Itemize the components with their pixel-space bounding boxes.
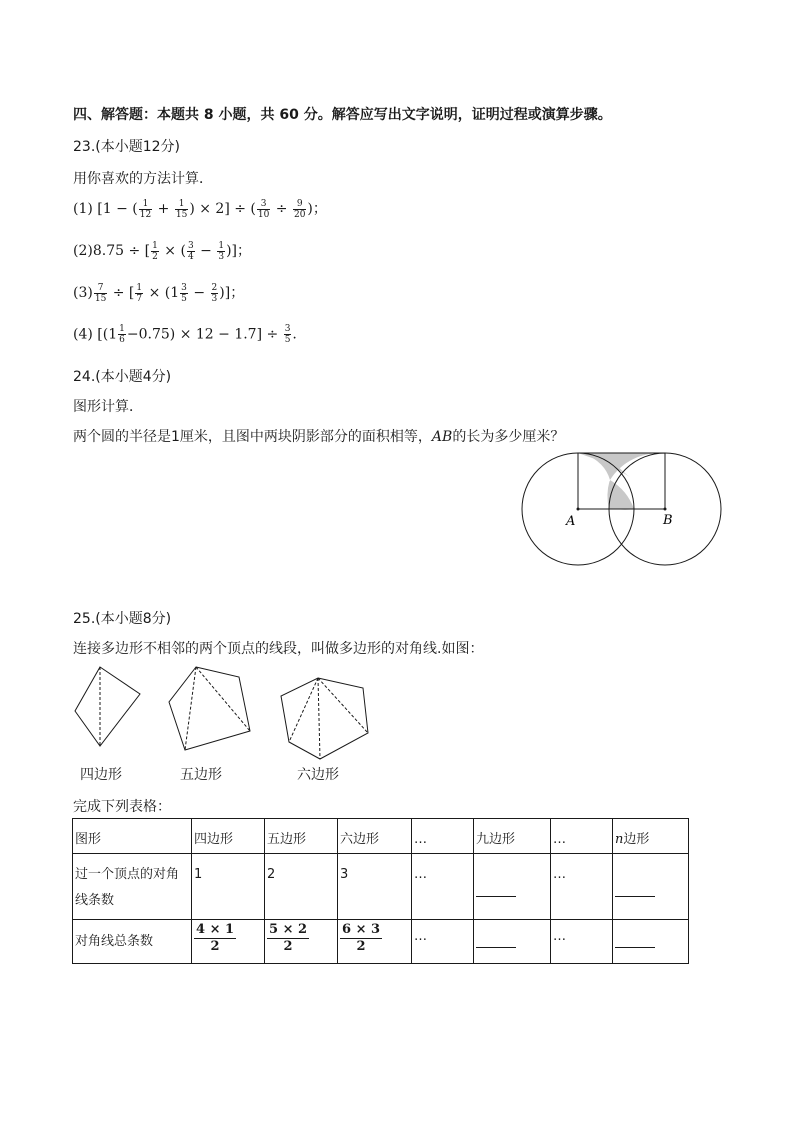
point-b [664, 508, 667, 511]
point-a [577, 508, 580, 511]
q25-number: 25. [73, 611, 96, 627]
p1-plus: + [157, 201, 170, 217]
row1-n-gon-blank[interactable] [613, 854, 689, 920]
q23-number: 23. [73, 139, 96, 155]
row1-ellipsis-1: … [412, 854, 474, 920]
row1-ellipsis-2: … [551, 854, 613, 920]
q25-table-intro: 完成下列表格： [73, 799, 171, 815]
quadrilateral-figure [72, 664, 146, 750]
p1-div: ÷ [275, 201, 288, 217]
p3-f2n: 1 [136, 282, 143, 293]
row2-n-gon-blank[interactable] [613, 920, 689, 964]
p2-f2n: 3 [187, 240, 194, 251]
row2-hexa [338, 920, 412, 964]
p1-f4n: 9 [293, 199, 306, 210]
shaded-lens-body [607, 481, 634, 509]
p1-frac3 [257, 199, 270, 220]
q23-instruction: 用你喜欢的方法计算． [73, 171, 213, 187]
p4-label: (4) [73, 326, 93, 343]
caption-hexagon: 六边形 [297, 767, 339, 783]
p3-f1n: 7 [94, 283, 107, 294]
p3-minus: − [193, 285, 206, 301]
p4-f1d: 6 [119, 335, 125, 345]
row2-label: 对角线总条数 [73, 920, 192, 964]
label-a: A [566, 514, 576, 529]
row2-ellipsis-1: … [412, 920, 474, 964]
table-header-row [73, 819, 689, 854]
q24-segment: AB [431, 429, 453, 445]
p2-a: 8.75 ÷ [ [92, 243, 151, 259]
p3-f1d: 15 [94, 293, 107, 304]
p1-frac4 [293, 199, 306, 220]
row1-label [73, 854, 192, 920]
p4-f1n: 1 [119, 324, 125, 334]
header-cell-quad: 四边形 [192, 819, 265, 854]
nona-per-vertex-blank[interactable] [476, 884, 516, 897]
penta-frac-num: 5 × 2 [269, 922, 308, 937]
p4-f2n: 3 [284, 324, 291, 334]
p3-f2d: 7 [136, 293, 143, 304]
nona-total-blank[interactable] [476, 935, 516, 948]
p4-end: . [292, 326, 297, 343]
n-gon-suffix: 边形 [623, 832, 650, 847]
quad-frac-den: 2 [210, 939, 220, 954]
pentagon-diagonal-1 [196, 667, 250, 731]
p2-frac1 [151, 241, 159, 262]
p4-frac2 [284, 324, 292, 345]
table-row-total [73, 920, 689, 964]
two-circles-figure [520, 450, 725, 570]
row1-nona-blank[interactable] [474, 854, 551, 920]
heading-prefix: 四、解答题：本题共 [73, 107, 199, 123]
p2-frac2 [187, 241, 195, 262]
penta-frac-den: 2 [283, 939, 293, 954]
p4-frac1 [118, 324, 126, 345]
p2-label: (2) [73, 243, 93, 259]
p2-b: × ( [164, 243, 186, 259]
p2-frac3 [217, 241, 225, 262]
header-cell-shape: 图形 [73, 819, 192, 854]
p1-frac2 [175, 199, 188, 220]
q23-problem-3 [73, 282, 244, 304]
diagonal-table [72, 818, 689, 964]
q23-problem-4 [73, 324, 297, 345]
row1-label-text: 过一个顶点的对角线条数 [75, 867, 180, 908]
p3-f3d: 5 [181, 293, 187, 304]
heading-mid1: 小题，共 [218, 107, 275, 123]
q24-problem [73, 426, 564, 446]
row2-penta [265, 920, 338, 964]
hexagon-shape [281, 678, 368, 759]
quadrilateral-shape [75, 667, 140, 746]
header-cell-n-gon [613, 819, 689, 854]
table-row-per-vertex [73, 854, 689, 920]
n-variable: n [615, 832, 624, 847]
row2-ellipsis-2: … [551, 920, 613, 964]
p3-b: × (1 [148, 285, 180, 301]
row1-hexa: 3 [338, 854, 412, 920]
q24-header [73, 366, 171, 386]
p3-f3n: 3 [181, 282, 187, 293]
p3-f4d: 3 [211, 293, 218, 304]
hexa-total-frac [340, 922, 382, 955]
q25-points-note: (本小题8分) [95, 611, 172, 627]
row1-penta: 2 [265, 854, 338, 920]
hexa-frac-den: 2 [356, 939, 366, 954]
p1-frac1 [139, 199, 152, 220]
caption-quadrilateral: 四边形 [80, 767, 122, 783]
p3-frac4 [211, 283, 219, 304]
hexagon-figure [278, 675, 380, 763]
header-cell-ellipsis-1: … [412, 819, 474, 854]
p2-f1d: 2 [152, 251, 158, 262]
q24-points-note: (本小题4分) [95, 369, 172, 385]
q23-header [73, 136, 180, 156]
header-cell-nona: 九边形 [474, 819, 551, 854]
p2-end: )]； [226, 243, 251, 259]
q24-radius: 1 [171, 429, 180, 445]
q24-problem-pre: 两个圆的半径是 [73, 429, 171, 445]
p1-f3d: 10 [257, 209, 270, 220]
p3-end: )]； [219, 285, 245, 301]
p1-f4d: 20 [293, 209, 306, 220]
p3-f4n: 2 [211, 282, 218, 293]
row1-quad: 1 [192, 854, 265, 920]
p1-f1d: 12 [139, 209, 152, 220]
q24-number: 24. [73, 369, 96, 385]
quad-frac-num: 4 × 1 [196, 922, 235, 937]
p4-a: [(1 [97, 326, 118, 343]
n-gon-per-vertex-blank[interactable] [615, 884, 655, 897]
hexagon-diagonal-3 [289, 678, 318, 742]
p1-f3n: 3 [257, 199, 270, 210]
p1-label: (1) [73, 201, 93, 217]
p3-frac3 [180, 283, 188, 304]
p4-b: −0.75) × 12 − 1.7] ÷ [126, 326, 279, 343]
q24-instruction: 图形计算． [73, 399, 143, 415]
p3-a: ÷ [ [112, 285, 135, 301]
p1-f2d: 15 [175, 209, 188, 220]
q24-problem-mid: 厘米，且图中两块阴影部分的面积相等， [179, 429, 432, 445]
heading-points: 60 [279, 107, 299, 123]
p1-f2n: 1 [175, 199, 188, 210]
q24-problem-post: 的长为多少厘米？ [452, 429, 565, 445]
p1-b: ) × 2] ÷ ( [189, 201, 256, 217]
q25-header [73, 608, 171, 628]
q25-instruction: 连接多边形不相邻的两个顶点的线段，叫做多边形的对角线.如图： [73, 641, 484, 657]
p3-label: (3) [73, 285, 93, 301]
p2-f3d: 3 [218, 251, 225, 262]
p2-f3n: 1 [218, 240, 225, 251]
pentagon-figure [166, 664, 254, 754]
heading-mid2: 分。解答应写出文字说明，证明过程或演算步骤。 [303, 107, 612, 123]
q23-problem-1 [73, 198, 327, 220]
p1-a: [1 − ( [97, 201, 138, 217]
p2-minus: − [200, 243, 212, 259]
pentagon-shape [169, 667, 250, 750]
p2-f1n: 1 [152, 240, 158, 251]
header-cell-ellipsis-2: … [551, 819, 613, 854]
shaded-top-fill [583, 453, 665, 480]
header-cell-penta: 五边形 [265, 819, 338, 854]
quad-total-frac [194, 922, 236, 955]
p3-frac2 [135, 283, 143, 304]
p3-frac1 [94, 283, 107, 304]
caption-pentagon: 五边形 [180, 767, 222, 783]
hexa-frac-num: 6 × 3 [342, 922, 381, 937]
heading-count: 8 [203, 107, 214, 123]
header-cell-hexa: 六边形 [338, 819, 412, 854]
row2-quad [192, 920, 265, 964]
penta-total-frac [267, 922, 309, 955]
q23-problem-2 [73, 240, 251, 262]
hexagon-diagonal-1 [318, 678, 368, 733]
hexagon-diagonal-2 [318, 678, 320, 759]
p1-end: )； [307, 201, 327, 217]
label-b: B [663, 513, 673, 528]
n-gon-total-blank[interactable] [615, 935, 655, 948]
p4-f2d: 5 [284, 335, 291, 345]
p2-f2d: 4 [187, 251, 194, 262]
q23-points-note: (本小题12分) [95, 139, 181, 155]
row2-nona-blank[interactable] [474, 920, 551, 964]
section-heading [73, 104, 612, 124]
p1-f1n: 1 [139, 199, 152, 210]
